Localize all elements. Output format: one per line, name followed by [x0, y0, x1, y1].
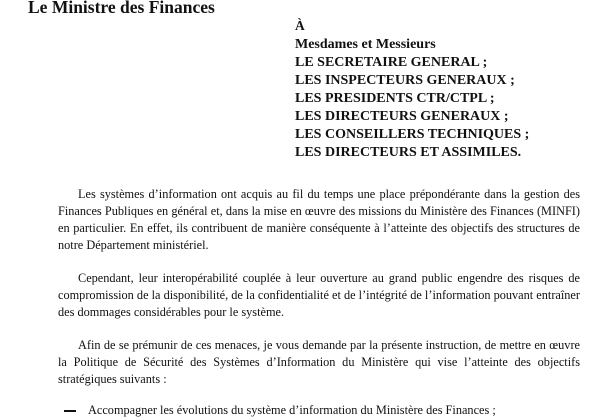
letter-body	[58, 186, 580, 419]
recipient-secretaire-general: LE SECRETAIRE GENERAL ;	[295, 55, 488, 70]
addressee-salutation: Mesdames et Messieurs	[295, 37, 436, 52]
recipient-directeurs-generaux: LES DIRECTEURS GENERAUX ;	[295, 109, 509, 124]
dash-bullet-icon	[64, 402, 76, 412]
recipient-conseillers-techniques: LES CONSEILLERS TECHNIQUES ;	[295, 127, 530, 142]
recipient-presidents-ctr-ctpl: LES PRESIDENTS CTR/CTPL ;	[295, 91, 495, 106]
body-paragraph: Les systèmes d’information ont acquis au fil du temps une place prépondérante dans la gestion des Finances Publiques en général et, dans la mise en œuvre des missions du Ministère des Finances (MINFI) en particulier. En effet, ils contribuent de manière conséquente à l’atteinte des objectifs des structures de notre Département ministériel.	[58, 187, 580, 252]
bullet-text: Accompagner les évolutions du système d’information du Ministère des Finances ;	[88, 403, 496, 417]
recipient-directeurs-assimiles: LES DIRECTEURS ET ASSIMILES.	[295, 145, 522, 160]
body-paragraph: Cependant, leur interopérabilité couplée à leur ouverture au grand public engendre des risques de compromission de la disponibilité, de la confidentialité et de l’intégrité de l’information pouvant entraîner des dommages considérables pour le système.	[58, 271, 580, 319]
bullet-list-item	[58, 402, 580, 419]
addressee-block	[295, 18, 529, 162]
body-paragraph: Afin de se prémunir de ces menaces, je vous demande par la présente instruction, de mettre en œuvre la Politique de Sécurité des Systèmes d’Information du Ministère qui vise l’atteinte des objectifs stratégiques suivants :	[58, 338, 580, 386]
document-title: Le Ministre des Finances	[28, 0, 215, 17]
recipient-inspecteurs-generaux: LES INSPECTEURS GENERAUX ;	[295, 73, 515, 88]
addressee-prefix: À	[295, 18, 305, 33]
